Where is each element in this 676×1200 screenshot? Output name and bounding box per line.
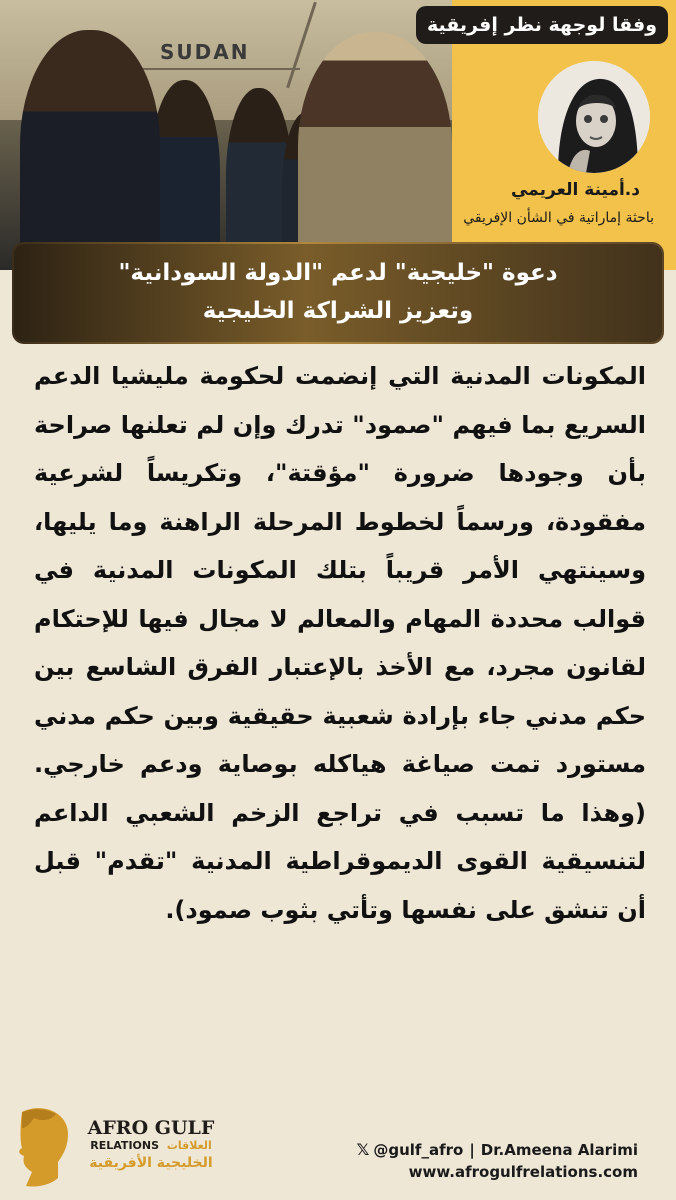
author-portrait-icon <box>538 61 650 173</box>
article-title-line: دعوة "خليجية" لدعم "الدولة السودانية" <box>118 260 558 286</box>
map-border-line <box>120 68 300 70</box>
brand-name-en: AFRO GULF <box>87 1117 215 1139</box>
brand-line-2 <box>76 1138 226 1154</box>
person-figure <box>298 32 452 270</box>
social-line <box>356 1140 638 1159</box>
author-role: باحثة إماراتية في الشأن الإفريقي <box>463 210 654 226</box>
perspective-tag: وفقا لوجهة نظر إفريقية <box>416 6 668 44</box>
article-title <box>12 254 664 330</box>
brand-sub-ar: العلاقات <box>166 1139 212 1152</box>
title-banner <box>12 242 664 344</box>
header-photo <box>0 0 452 270</box>
separator: | <box>469 1141 475 1159</box>
person-figure <box>20 30 160 270</box>
author-avatar <box>535 58 653 176</box>
x-logo-icon: 𝕏 <box>356 1140 370 1159</box>
brand-block <box>76 1118 226 1172</box>
social-handle[interactable]: @gulf_afro <box>373 1141 464 1159</box>
map-label: SUDAN <box>160 40 250 64</box>
brand-sub-en: RELATIONS <box>90 1139 160 1152</box>
author-name-en: Dr.Ameena Alarimi <box>480 1141 638 1159</box>
website-link[interactable]: www.afrogulfrelations.com <box>408 1163 638 1181</box>
brand-name-ar: الخليجية الأفريقية <box>89 1155 213 1171</box>
article-title-line: وتعزيز الشراكة الخليجية <box>202 298 474 324</box>
afro-gulf-logo-icon <box>12 1106 74 1190</box>
author-name: د.أمينة العريمي <box>510 180 640 200</box>
article-body: المكونات المدنية التي إنضمت لحكومة مليشيا الدعم السريع بما فيهم "صمود" تدرك وإن لم تعلنها صراحة بأن وجودها ضرورة "مؤقتة"، وتكريساً لشرعية مفقودة، ورسماً لخطوط المرحلة الراهنة وما يليها، وسينتهي الأمر قريباً بتلك المكونات المدنية في قوالب محددة المهام والمعالم لا مجال فيها للإحتكام لقانون مجرد، مع الأخذ بالإعتبار الفرق الشاسع بين حكم مدني جاء بإرادة شعبية حقيقية وبين حكم مدني مستورد تمت صياغة هياكله بوصاية ودعم خارجي. (وهذا ما تسبب في تراجع الزخم الشعبي الداعم لتنسيقية القوى الديموقراطية المدنية "تقدم" قبل أن تنشق على نفسها وتأتي بثوب صمود). <box>34 362 646 924</box>
